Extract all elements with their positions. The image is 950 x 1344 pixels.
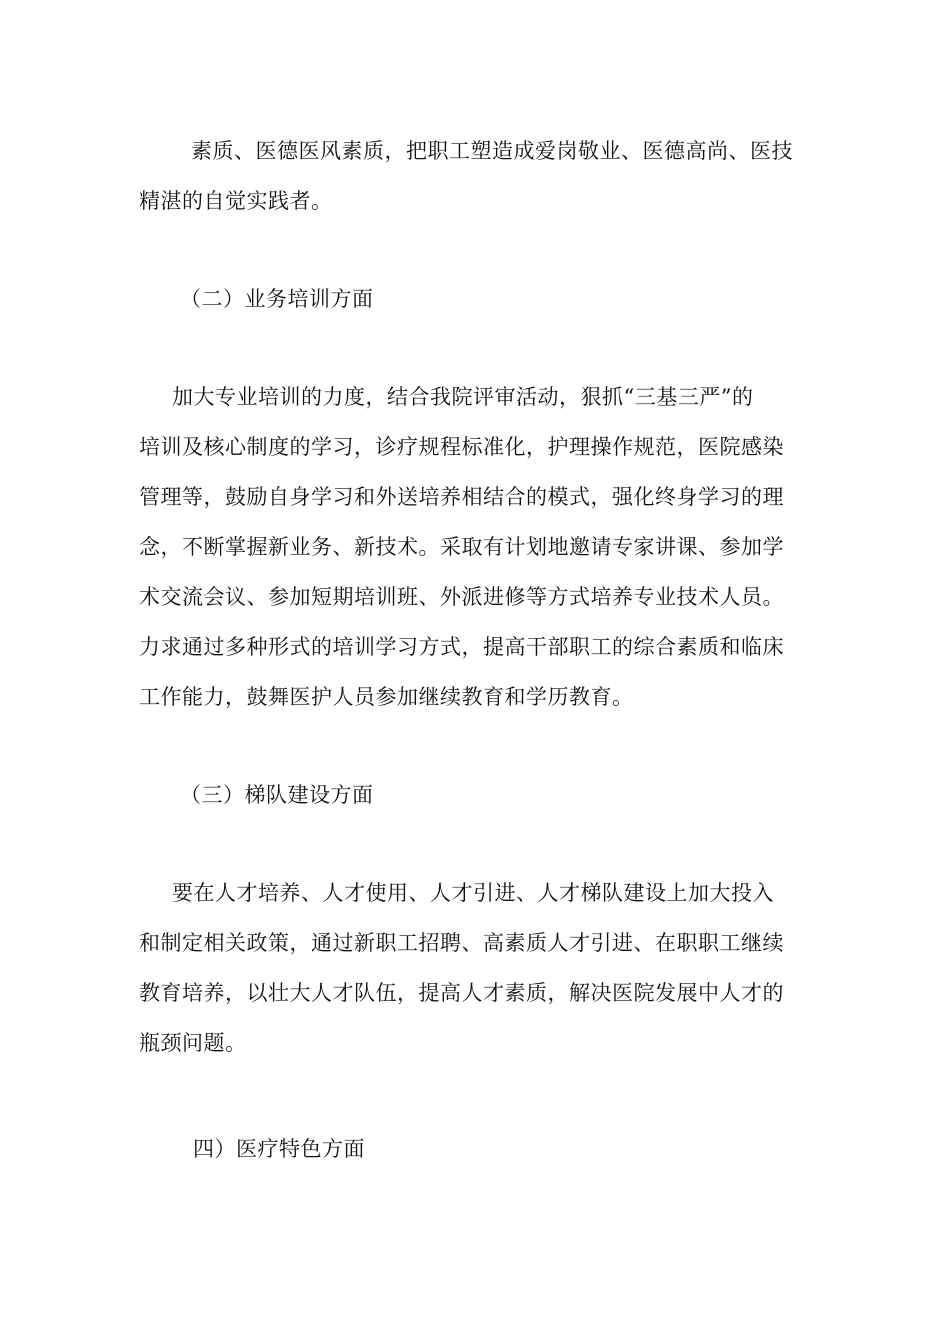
paragraph-3-line-4: 瓶颈问题。 [139, 1031, 247, 1055]
paragraph-3-line-2: 和制定相关政策，通过新职工招聘、高素质人才引进、在职职工继续 [139, 931, 784, 955]
paragraph-2-line-1: 加大专业培训的力度，结合我院评审活动，狠抓“三基三严”的 [172, 385, 754, 409]
paragraph-2-line-4: 念，不断掌握新业务、新技术。采取有计划地邀请专家讲课、参加学 [139, 535, 784, 559]
paragraph-2-line-7: 工作能力，鼓舞医护人员参加继续教育和学历教育。 [139, 685, 634, 709]
paragraph-1-line-1: 素质、医德医风素质，把职工塑造成爱岗敬业、医德高尚、医技 [191, 139, 793, 163]
paragraph-1-line-2: 精湛的自觉实践者。 [139, 189, 333, 213]
section-heading-2: （二）业务培训方面 [180, 287, 374, 311]
paragraph-3-line-3: 教育培养，以壮大人才队伍，提高人才素质，解决医院发展中人才的 [139, 981, 784, 1005]
section-heading-4: 四）医疗特色方面 [193, 1137, 365, 1161]
paragraph-2-line-6: 力求通过多种形式的培训学习方式，提高干部职工的综合素质和临床 [139, 635, 784, 659]
paragraph-2-line-5: 术交流会议、参加短期培训班、外派进修等方式培养专业技术人员。 [139, 585, 784, 609]
paragraph-2-line-3: 管理等，鼓励自身学习和外送培养相结合的模式，强化终身学习的理 [139, 485, 784, 509]
paragraph-3-line-1: 要在人才培养、人才使用、人才引进、人才梯队建设上加大投入 [172, 881, 774, 905]
paragraph-2-line-2: 培训及核心制度的学习，诊疗规程标准化，护理操作规范，医院感染 [139, 435, 784, 459]
section-heading-3: （三）梯队建设方面 [180, 783, 374, 807]
